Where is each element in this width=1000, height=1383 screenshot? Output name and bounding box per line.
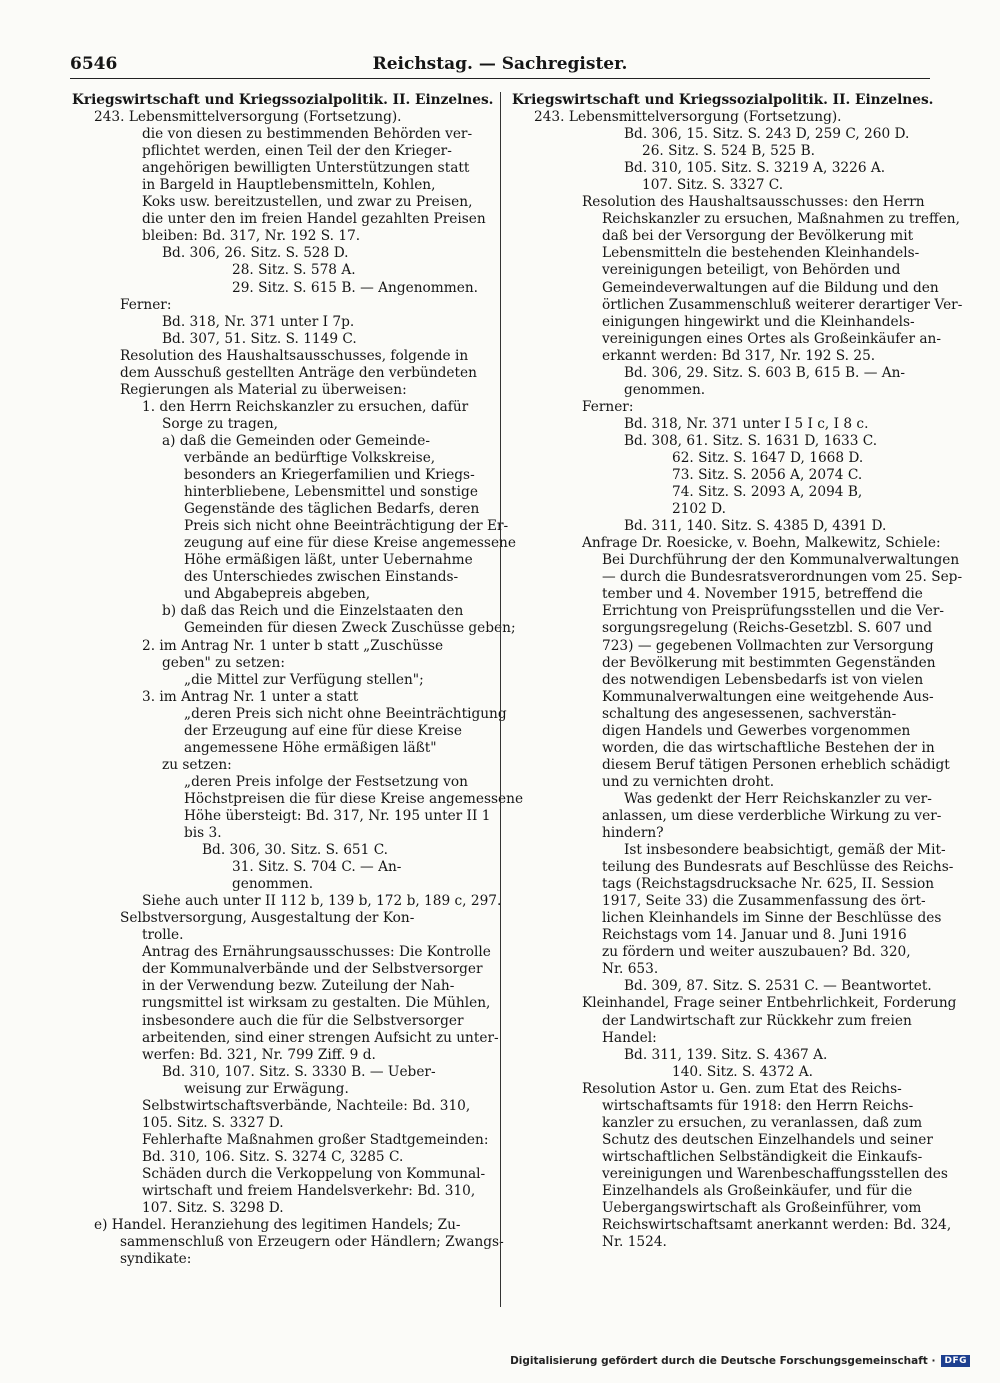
text-line: b) daß das Reich und die Einzelstaaten den [162, 603, 464, 620]
dfg-logo-icon: DFG [941, 1355, 970, 1367]
text-line: Bd. 306, 15. Sitz. S. 243 D, 259 C, 260 D. [624, 126, 910, 143]
text-line: 2102 D. [672, 501, 727, 518]
left-column [72, 92, 524, 1327]
text-line: 2. im Antrag Nr. 1 unter b statt „Zuschüsse [142, 637, 444, 654]
text-line: „deren Preis sich nicht ohne Beeinträchtigung [184, 705, 507, 722]
text-line: weisung zur Erwägung. [184, 1080, 349, 1097]
text-line: vereinigungen beteiligt, von Behörden und [602, 262, 901, 279]
text-line: Nr. 653. [602, 961, 659, 978]
text-line: wirtschaft und freiem Handelsverkehr: Bd. 310, [142, 1183, 476, 1199]
text-line: örtlichen Zusammenschluß weiterer derartiger Ver- [602, 296, 963, 313]
right-column [512, 92, 963, 1327]
text-line: in Bargeld in Hauptlebensmitteln, Kohlen, [142, 177, 436, 194]
text-line: „deren Preis infolge der Festsetzung von [184, 773, 468, 790]
text-line: anlassen, um diese verderbliche Wirkung zu ver- [602, 807, 942, 824]
text-line: einigungen hingewirkt und die Kleinhandels- [602, 313, 915, 330]
text-line: hindern? [602, 825, 664, 842]
text-line: digen Handels und Gewerbes vorgenommen [602, 722, 911, 739]
text-line: Bd. 310, 106. Sitz. S. 3274 C, 3285 C. [142, 1148, 404, 1165]
text-line: Gemeindeverwaltungen auf die Bildung und den [602, 279, 939, 296]
text-line: 28. Sitz. S. 578 A. [232, 262, 356, 279]
text-line: Ferner: [582, 398, 634, 415]
text-line: werfen: Bd. 321, Nr. 799 Ziff. 9 d. [142, 1046, 376, 1063]
text-line: wirtschaftsamts für 1918: den Herrn Reichs- [602, 1097, 914, 1114]
text-line: teilung des Bundesrats auf Beschlüsse des Reichs- [602, 859, 954, 876]
text-line: Siehe auch unter II 112 b, 139 b, 172 b, 189 c, 297. [142, 893, 502, 910]
text-line: 29. Sitz. S. 615 B. — Angenommen. [232, 279, 478, 296]
text-line: daß bei der Versorgung der Bevölkerung mit [602, 228, 914, 245]
footer-text: Digitalisierung gefördert durch die Deutsche Forschungsgemeinschaft · [510, 1355, 936, 1367]
text-line: arbeitenden, sind einer strengen Aufsicht zu unter- [142, 1029, 499, 1046]
text-line: bleiben: Bd. 317, Nr. 192 S. 17. [142, 228, 361, 245]
text-line: Einzelhandels als Großeinkäufer, und für die [602, 1183, 913, 1199]
text-line: rungsmittel ist wirksam zu gestalten. Die Mühlen, [142, 995, 491, 1012]
text-line: Regierungen als Material zu überweisen: [120, 381, 407, 398]
text-line: zu setzen: [162, 756, 232, 773]
text-line: in der Verwendung bezw. Zuteilung der Nah- [142, 978, 455, 995]
text-line: Kriegswirtschaft und Kriegssozialpolitik. II. Einzelnes. [512, 92, 934, 108]
text-line: zeugung auf eine für diese Kreise angemessene [184, 535, 516, 552]
text-line: — durch die Bundesratsverordnungen vom 25. Sep- [602, 569, 963, 586]
text-line: Bd. 306, 26. Sitz. S. 528 D. [162, 245, 349, 262]
text-line: verbände an bedürftige Volkskreise, [184, 449, 436, 466]
text-line: Sorge zu tragen, [162, 415, 278, 432]
text-line: 3. im Antrag Nr. 1 unter a statt [142, 688, 359, 705]
text-line: Schutz des deutschen Einzelhandels und seiner [602, 1131, 933, 1148]
text-line: 31. Sitz. S. 704 C. — An- [232, 859, 402, 876]
text-line: und zu vernichten droht. [602, 773, 775, 790]
text-line: „die Mittel zur Verfügung stellen"; [184, 671, 424, 688]
text-line: genommen. [232, 876, 314, 893]
text-line: angehörigen bewilligten Unterstützungen statt [142, 160, 470, 177]
text-line: des notwendigen Lebensbedarfs ist von vielen [602, 671, 924, 688]
text-line: Resolution Astor u. Gen. zum Etat des Reichs- [582, 1080, 902, 1097]
text-line: Anfrage Dr. Roesicke, v. Boehn, Malkewitz, Schiele: [582, 535, 941, 552]
text-line: tags (Reichstagsdrucksache Nr. 625, II. Session [602, 876, 935, 893]
text-line: Bd. 309, 87. Sitz. S. 2531 C. — Beantwortet. [624, 978, 932, 995]
text-line: die von diesen zu bestimmenden Behörden ver- [142, 126, 473, 143]
text-line: des Unterschiedes zwischen Einstands- [184, 569, 459, 586]
text-line: insbesondere auch die für die Selbstversorger [142, 1012, 464, 1029]
text-line: trolle. [142, 927, 184, 944]
text-line: der Erzeugung auf eine für diese Kreise [184, 722, 462, 739]
text-line: Bd. 318, Nr. 371 unter I 7p. [162, 313, 355, 330]
text-line: syndikate: [120, 1251, 192, 1268]
text-line: vereinigungen und Warenbeschaffungsstellen des [602, 1165, 948, 1182]
text-line: Bd. 306, 29. Sitz. S. 603 B, 615 B. — An- [624, 364, 906, 381]
text-line: 1. den Herrn Reichskanzler zu ersuchen, dafür [142, 398, 469, 415]
text-line: Reichswirtschaftsamt anerkannt werden: Bd. 324, [602, 1217, 952, 1234]
text-line: 105. Sitz. S. 3327 D. [142, 1114, 284, 1131]
text-line: dem Ausschuß gestellten Anträge den verbündeten [120, 364, 477, 381]
text-line: Gegenstände des täglichen Bedarfs, deren [184, 501, 480, 518]
text-line: Nr. 1524. [602, 1234, 667, 1251]
text-line: Höhe ermäßigen läßt, unter Uebernahme [184, 552, 473, 569]
text-line: Selbstversorgung, Ausgestaltung der Kon- [120, 910, 415, 927]
text-line: bis 3. [184, 825, 222, 842]
text-line: Bd. 308, 61. Sitz. S. 1631 D, 1633 C. [624, 432, 878, 449]
text-line: 62. Sitz. S. 1647 D, 1668 D. [672, 449, 864, 466]
text-line: schaltung des angesessenen, sachverstän- [602, 705, 897, 722]
text-line: 723) — gegebenen Vollmachten zur Versorgung [602, 637, 934, 654]
text-line: Bd. 307, 51. Sitz. S. 1149 C. [162, 330, 357, 347]
column-divider [500, 92, 501, 1307]
text-line: vereinigungen eines Ortes als Großeinkäufer an- [602, 330, 941, 347]
text-line: 73. Sitz. S. 2056 A, 2074 C. [672, 467, 863, 484]
text-line: Höchstpreisen die für diese Kreise angemessene [184, 790, 524, 807]
text-line: Bd. 318, Nr. 371 unter I 5 I c, I 8 c. [624, 415, 869, 432]
text-line: Ferner: [120, 296, 172, 313]
text-line: Reichstags vom 14. Januar und 8. Juni 1916 [602, 927, 907, 944]
text-line: Höhe übersteigt: Bd. 317, Nr. 195 unter II 1 [184, 807, 491, 824]
footer-credit [510, 1353, 970, 1369]
text-line: Handel: [602, 1029, 657, 1046]
running-title: Reichstag. — Sachregister. [372, 54, 628, 74]
text-line: Lebensmitteln die bestehenden Kleinhandels- [602, 245, 920, 262]
text-line: a) daß die Gemeinden oder Gemeinde- [162, 432, 430, 449]
text-line: lichen Kleinhandels im Sinne der Beschlüsse des [602, 910, 942, 927]
text-line: genommen. [624, 381, 706, 398]
text-line: und Abgabepreis abgeben, [184, 586, 371, 603]
text-line: 243. Lebensmittelversorgung (Fortsetzung). [94, 109, 402, 126]
text-line: Kriegswirtschaft und Kriegssozialpolitik. II. Einzelnes. [72, 92, 494, 108]
text-line: sammenschluß von Erzeugern oder Händlern; Zwangs- [120, 1234, 504, 1251]
text-line: pflichtet werden, einen Teil der den Krieger- [142, 143, 452, 160]
text-line: Gemeinden für diesen Zweck Zuschüsse geben; [184, 620, 516, 637]
text-line: Resolution des Haushaltsausschusses: den Herrn [582, 194, 925, 211]
text-line: Koks usw. bereitzustellen, und zwar zu Preisen, [142, 194, 473, 211]
text-line: 74. Sitz. S. 2093 A, 2094 B, [672, 484, 863, 501]
text-line: erkannt werden: Bd 317, Nr. 192 S. 25. [602, 347, 876, 364]
text-line: Bd. 310, 107. Sitz. S. 3330 B. — Ueber- [162, 1063, 436, 1080]
text-line: Kommunalverwaltungen eine weitgehende Aus- [602, 688, 934, 705]
text-line: wirtschaftlichen Selbständigkeit die Einkaufs- [602, 1148, 923, 1165]
text-line: der Bevölkerung mit bestimmten Gegenständen [602, 654, 936, 671]
text-line: Ist insbesondere beabsichtigt, gemäß der Mit- [624, 842, 946, 859]
text-line: Bd. 310, 105. Sitz. S. 3219 A, 3226 A. [624, 160, 886, 177]
text-line: Uebergangswirtschaft als Großeinführer, vom [602, 1200, 922, 1217]
text-line: Resolution des Haushaltsausschusses, folgende in [120, 347, 469, 364]
text-line: die unter den im freien Handel gezahlten Preisen [142, 211, 486, 228]
text-line: 140. Sitz. S. 4372 A. [672, 1063, 814, 1080]
text-line: Preis sich nicht ohne Beeinträchtigung der Er- [184, 518, 509, 535]
text-line: diesem Beruf tätigen Personen erheblich schädigt [602, 756, 950, 773]
text-line: Bei Durchführung der den Kommunalverwaltungen [602, 552, 960, 569]
text-line: Schäden durch die Verkoppelung von Kommunal- [142, 1165, 486, 1182]
text-line: Bd. 306, 30. Sitz. S. 651 C. [202, 842, 389, 859]
text-line: Reichskanzler zu ersuchen, Maßnahmen zu treffen, [602, 211, 960, 228]
text-line: 26. Sitz. S. 524 B, 525 B. [642, 143, 815, 160]
text-line: hinterbliebene, Lebensmittel und sonstige [184, 484, 478, 501]
page-number: 6546 [70, 54, 118, 74]
text-line: kanzler zu ersuchen, zu veranlassen, daß zum [602, 1114, 923, 1131]
text-line: Fehlerhafte Maßnahmen großer Stadtgemeinden: [142, 1131, 489, 1148]
text-line: geben" zu setzen: [162, 654, 285, 671]
text-line: 107. Sitz. S. 3298 D. [142, 1200, 284, 1217]
text-line: 243. Lebensmittelversorgung (Fortsetzung). [534, 109, 842, 126]
text-line: Was gedenkt der Herr Reichskanzler zu ver- [624, 790, 932, 807]
text-line: Selbstwirtschaftsverbände, Nachteile: Bd. 310, [142, 1097, 471, 1114]
text-line: sorgungsregelung (Reichs-Gesetzbl. S. 607 und [602, 620, 933, 637]
text-line: der Kommunalverbände und der Selbstversorger [142, 961, 483, 978]
text-line: Errichtung von Preisprüfungsstellen und die Ver- [602, 603, 945, 620]
text-line: besonders an Kriegerfamilien und Kriegs- [184, 467, 475, 484]
text-line: Bd. 311, 139. Sitz. S. 4367 A. [624, 1046, 828, 1063]
text-line: e) Handel. Heranziehung des legitimen Handels; Zu- [94, 1217, 461, 1234]
page-header [70, 52, 930, 79]
text-line: der Landwirtschaft zur Rückkehr zum freien [602, 1012, 912, 1029]
text-line: 107. Sitz. S. 3327 C. [642, 177, 784, 194]
text-line: angemessene Höhe ermäßigen läßt" [184, 739, 437, 756]
text-line: zu fördern und weiter auszubauen? Bd. 320, [602, 944, 911, 961]
text-line: tember und 4. November 1915, betreffend die [602, 586, 923, 603]
text-line: Kleinhandel, Frage seiner Entbehrlichkeit, Forderung [582, 995, 957, 1012]
text-line: worden, die das wirtschaftliche Bestehen der in [602, 739, 935, 756]
text-line: Antrag des Ernährungsausschusses: Die Kontrolle [142, 944, 491, 961]
text-line: 1917, Seite 33) die Zusammenfassung des ört- [602, 893, 926, 910]
text-line: Bd. 311, 140. Sitz. S. 4385 D, 4391 D. [624, 518, 887, 535]
